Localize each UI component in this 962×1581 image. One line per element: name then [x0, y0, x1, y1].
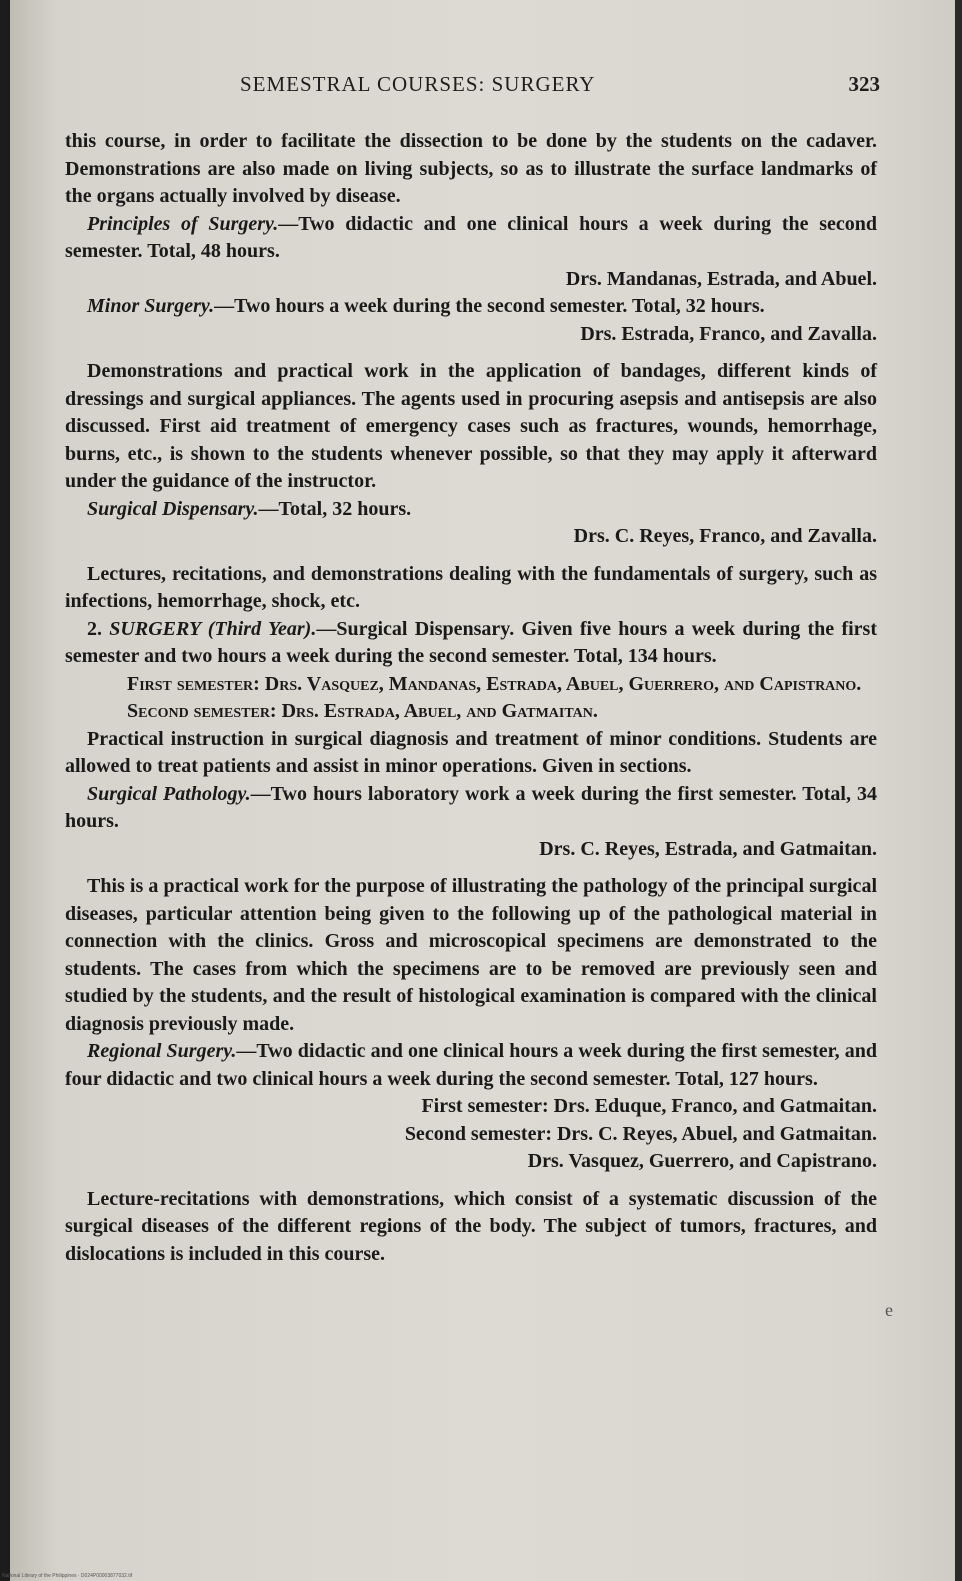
paragraph-dissection: this course, in order to facilitate the dissection to be done by the students on the cadaver. Demonstrations are also made on living subjects, so as to illustrate the surface landmarks of the organs actually involved by disease. — [65, 130, 877, 207]
course-title: Surgical Dispensary. — [87, 497, 259, 520]
paragraph-practical-instruction: Practical instruction in surgical diagnosis and treatment of minor conditions. Students are allowed to treat patients and assist in minor operations. Given in sections. — [65, 727, 877, 777]
course-description: —Two didactic and one clinical hours a week during the first semester, and four didactic and two clinical hours a week during the second semester. Total, 127 hours. — [65, 1040, 877, 1090]
course-description: —Two hours a week during the second semester. Total, 32 hours. — [214, 295, 765, 317]
scan-footer: National Library of the Philippines · D024P00003877032.tif — [2, 1573, 133, 1579]
instructors-line: Drs. Mandanas, Estrada, and Abuel. — [565, 267, 877, 290]
course-description: —Surgical Dispensary. Given five hours a week during the first semester and two hours a week during the second semester. Total, 134 hours. — [65, 617, 877, 667]
course-title: SURGERY (Third Year). — [109, 617, 317, 640]
regional-surgery-entry — [65, 1038, 877, 1093]
course-title: Minor Surgery. — [87, 295, 215, 317]
instructors-line: Drs. C. Reyes, Estrada, and Gatmaitan. — [539, 837, 877, 860]
first-semester-instructors: First semester: Drs. Vasquez, Mandanas, Estrada, Abuel, Guerrero, and Capistrano. — [127, 672, 862, 695]
second-semester-instructors: Second semester: Drs. Estrada, Abuel, and Gatmaitan. — [127, 700, 598, 722]
surgical-pathology-entry — [65, 781, 877, 836]
running-header — [240, 72, 880, 97]
minor-surgery-entry — [65, 293, 877, 321]
paragraph-pathology: This is a practical work for the purpose of illustrating the pathology of the principal surgical diseases, particular attention being given to the following up of the pathological material in connection with the clinics. Gross and microscopical specimens are demonstrated to the students. The cases from which the specimens are to be removed are previously seen and studied by the students, and the result of histological examination is compared with the clinical diagnosis previously made. — [65, 875, 877, 1035]
page-body — [65, 128, 877, 1268]
paragraph-lectures: Lectures, recitations, and demonstrations dealing with the fundamentals of surgery, such as infections, hemorrhage, shock, etc. — [65, 562, 877, 612]
section-number: 2. — [87, 617, 102, 640]
additional-instructors: Drs. Vasquez, Guerrero, and Capistrano. — [527, 1150, 877, 1172]
paragraph-demonstrations: Demonstrations and practical work in the application of bandages, different kinds of dressings and surgical appliances. The agents used in procuring asepsis and antisepsis are also discussed. First aid treatment of emergency cases such as fractures, wounds, hemorrhage, burns, etc., is shown to the students whenever possible, so that they may apply it afterward under the guidance of the instructor. — [65, 360, 877, 492]
surgical-dispensary-entry — [65, 496, 877, 524]
course-description: —Two didactic and one clinical hours a week during the second semester. Total, 48 hours. — [65, 212, 877, 262]
instructors-line: Drs. C. Reyes, Franco, and Zavalla. — [573, 525, 877, 547]
course-title: Principles of Surgery. — [87, 212, 279, 235]
second-semester-instructors: Second semester: Drs. C. Reyes, Abuel, and Gatmaitan. — [404, 1122, 877, 1145]
first-semester-instructors: First semester: Drs. Eduque, Franco, and Gatmaitan. — [421, 1095, 877, 1117]
course-title: Surgical Pathology. — [87, 782, 251, 805]
course-title: Regional Surgery. — [87, 1040, 237, 1062]
course-description: —Total, 32 hours. — [258, 497, 412, 520]
stray-mark: e — [885, 1300, 893, 1320]
course-description: —Two hours laboratory work a week during the first semester. Total, 34 hours. — [65, 782, 878, 832]
paragraph-lecture-recitations: Lecture-recitations with demonstrations, which consist of a systematic discussion of the surgical diseases of the different regions of the body. The subject of tumors, fractures, and dislocations is included in this course. — [65, 1187, 877, 1265]
book-spine-shadow — [0, 0, 10, 1581]
principles-of-surgery-entry — [65, 211, 877, 266]
surgery-third-year-entry — [65, 616, 877, 671]
document-page — [10, 0, 955, 1581]
instructors-line: Drs. Estrada, Franco, and Zavalla. — [580, 322, 877, 345]
page-number: 323 — [848, 72, 880, 96]
header-title: SEMESTRAL COURSES: SURGERY — [240, 72, 596, 96]
